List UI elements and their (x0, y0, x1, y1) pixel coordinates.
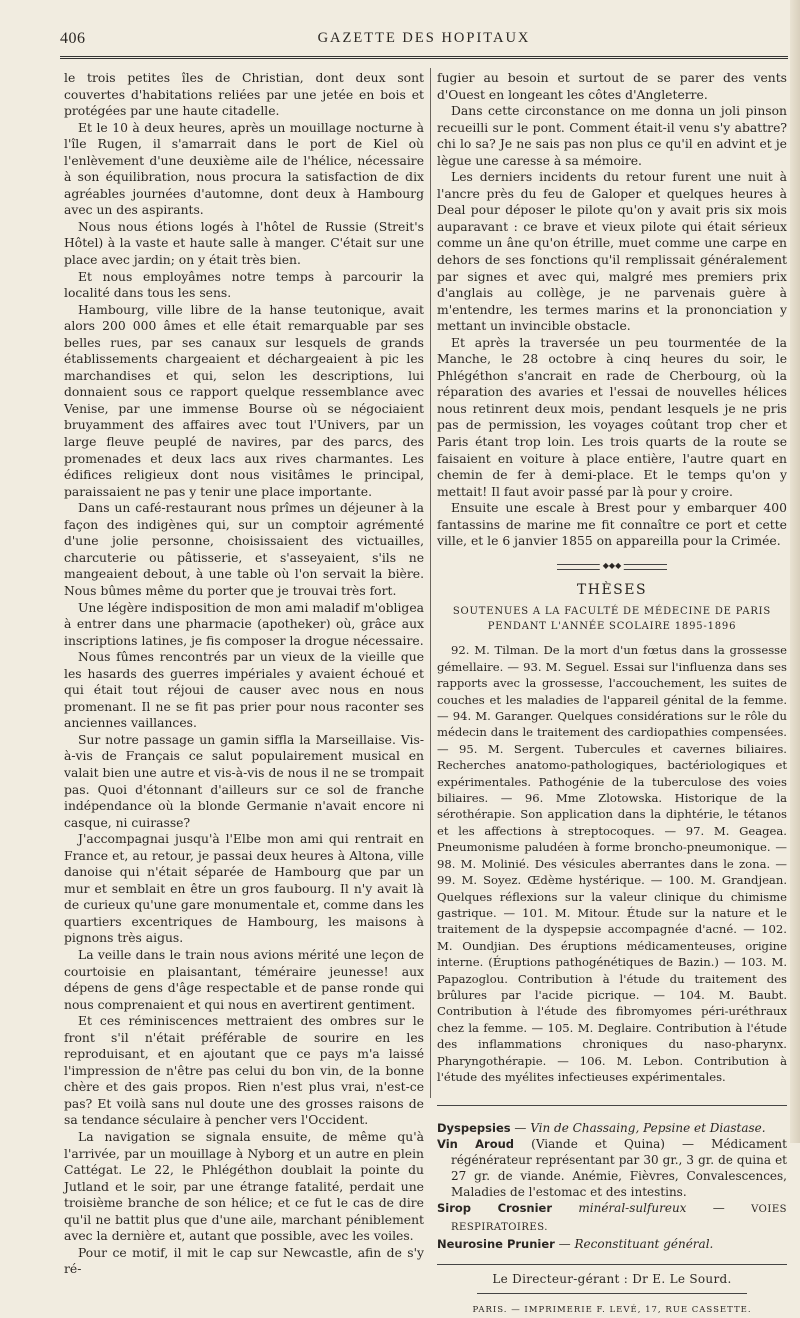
page-number: 406 (60, 30, 86, 47)
paragraph: Les derniers incidents du retour furent une nuit à l'ancre près du feu de Galoper et quelques heures à Deal pour déposer le pilote qu'on y avait pris six mois auparavant : ce brave et vieux pilote qui était sérieux comme un âne qu'on étrille, muet comme une carpe en dehors de ses fonctions qu'il remplissait généralement par signes et avec qui, malgré mes premiers prix d'anglais au collège, je ne parvenais guère à m'entendre, les termes marins et la prononciation y mettant un invincible obstacle. (437, 170, 787, 334)
paragraph: La veille dans le train nous avions mérité une leçon de courtoisie en plaisantant, téméraire jeunesse! aux dépens de gens d'âge respectable et de panse ronde qui nous comprenaient et qui nous en avertirent gentiment. (64, 947, 424, 1012)
ornament-glyph: ◆◆◆ (600, 561, 624, 571)
ad-brand: Sirop Crosnier (437, 1201, 553, 1216)
header-double-rule (60, 56, 788, 59)
paragraph: Pour ce motif, il mit le cap sur Newcastle, afin de s'y ré- (64, 1245, 424, 1277)
ad-brand: Dyspepsies (437, 1121, 511, 1136)
ad-text-smallcaps: VOIES RESPIRATOIRES. (451, 1204, 787, 1234)
theses-heading: THÈSES (576, 581, 648, 598)
paragraph: J'accompagnai jusqu'à l'Elbe mon ami qui rentrait en France et, au retour, je passai deux heures à Altona, ville danoise qui n'était séparée de Hambourg que par un mur et semblait en être un gros faubourg. Il n'y avait là de curieux qu'une gare monumentale et, comme dans les quartiers excentriques de Hambourg, les maisons à pignons très aigus. (64, 832, 424, 946)
page-header (60, 30, 788, 56)
paragraph: Sur notre passage un gamin siffla la Marseillaise. Vis-à-vis de Français ce salut populairement musical en valait bien une autre et vis-à-vis de nous il ne se trompait pas. Quoi d'étonnant d'ailleurs sur ce sol de franche indépendance où la blonde Germanie n'avait encore ni casque, ni cuirasse? (64, 732, 424, 830)
paragraph: Et le 10 à deux heures, après un mouillage nocturne à l'île Rugen, il s'amarrait dans le port de Kiel où l'enlèvement d'une deuxième aile de l'hélice, nécessaire à son équilibration, nous procura la satisfaction de dix agréables journées d'automne, dont deux à Hambourg avec un des aspirants. (64, 120, 424, 218)
paragraph: fugier au besoin et surtout de se parer des vents d'Ouest en longeant les côtes d'Angleterre. (437, 71, 787, 102)
paragraph: Hambourg, ville libre de la hanse teutonique, avait alors 200 000 âmes et elle était remarquable par ses belles rues, par ses canaux sur lesquels de grands établissements chargeaient et déchargeaient à pic les marchandises et qui, selon les descriptions, lui donnaient sous ce rapport quelque ressemblance avec Venise, par une immense Bourse où se négociaient bruyamment des affaires avec tout l'Univers, par un large fleuve peuplé de navires, par des parcs, des promenades et deux lacs aux rives charmantes. Les édifices religieux dont nous visitâmes le principal, paraissaient ne pas y tenir une place importante. (64, 302, 424, 499)
ad-line (437, 1120, 787, 1136)
paragraph: le trois petites îles de Christian, dont deux sont couvertes d'habitations reliées par une jetée en bois et protégées par une haute citadelle. (64, 71, 424, 119)
left-column (64, 70, 424, 1278)
paragraph: Dans un café-restaurant nous prîmes un déjeuner à la façon des indigènes qui, sur un comptoir agrémenté d'une jolie personne, choisissaient des victuailles, charcuterie ou pâtisserie, et s'asseyaient, s'ils ne mangeaient debout, à une table où l'on servait la bière. Nous bûmes même du porter que je trouvai très fort. (64, 501, 424, 598)
footer-rule (437, 1264, 787, 1265)
running-title: GAZETTE DES HOPITAUX (317, 30, 531, 46)
section-rule (437, 1105, 787, 1106)
theses-subtitle-2: PENDANT L'ANNÉE SCOLAIRE 1895-1896 (487, 621, 737, 633)
scan-edge (790, 0, 800, 1143)
ad-text: minéral-sulfureux — (552, 1201, 752, 1216)
paragraph: Nous fûmes rencontrés par un vieux de la vieille que les hasards des guerres impériales y avaient échoué et qui était tout réjoui de causer avec nous en nous promenant. Il ne se fit pas prier pour nous raconter ses anciennes vaillances. (64, 650, 424, 731)
paragraph: Et nous employâmes notre temps à parcourir la localité dans tous les sens. (64, 269, 424, 301)
footer-rule-short (477, 1293, 747, 1294)
paragraph: Et ces réminiscences mettraient des ombres sur le front s'il n'était préférable de sourire en les reproduisant, et en ajoutant que ce pays m'a laissé l'impression de n'être pas celui du bon vin, de la bonne chère et des gais propos. Rien n'est plus vrai, n'est-ce pas? Et voilà sans nul doute une des grosses raisons de sa tendance séculaire à pencher vers l'Occident. (64, 1014, 424, 1128)
column-divider (430, 68, 431, 1098)
advertisements (437, 1120, 787, 1252)
theses-subtitle-1: SOUTENUES A LA FACULTÉ DE MÉDECINE DE PARIS (452, 606, 772, 618)
ad-text: — Reconstituant général. (554, 1237, 714, 1252)
ad-line (437, 1236, 787, 1252)
ad-line (437, 1200, 787, 1236)
ad-line (437, 1136, 787, 1200)
theses-list: 92. M. Tilman. De la mort d'un fœtus dans la grossesse gémellaire. — 93. M. Seguel. Essai sur l'influenza dans ses rapports avec la grossesse, l'accouchement, les suites de couches et les maladies de l'appareil génital de la femme. — 94. M. Garanger. Quelques considérations sur le rôle du médecin dans le traitement des cardiopathies compensées. — 95. M. Sergent. Tubercules et cavernes biliaires. Recherches anatomo-pathologiques, bactériologiques et expérimentales. Pathogénie de la tuberculose des voies biliaires. — 96. Mme Zlotowska. Historique de la sérothérapie. Son application dans la diphtérie, le tétanos et les affections à streptocoques. — 97. M. Geagea. Pneumonisme paludéen à forme broncho-pneumonique. — 98. M. Molinié. Des vésicules aberrantes dans le zona. — 99. M. Soyez. Œdème hystérique. — 100. M. Grandjean. Quelques réflexions sur la valeur clinique du chimisme gastrique. — 101. M. Mitour. Étude sur la nature et le traitement de la dyspepsie accompagnée d'acné. — 102. M. Oundjian. Des éruptions médicamenteuses, origine interne. (Éruptions pathogénétiques de Bazin.) — 103. M. Papazoglou. Contribution à l'étude du traitement des brûlures par l'acide picrique. — 104. M. Baubt. Contribution à l'étude des fibromyomes péri-uréthraux chez la femme. — 105. M. Deglaire. Contribution à l'étude des inflammations chroniques du naso-pharynx. Pharyngothérapie. — 106. M. Lebon. Contribution à l'étude des myélites infectieuses expérimentales. (437, 643, 787, 1084)
paragraph: Et après la traversée un peu tourmentée de la Manche, le 28 octobre à cinq heures du soir, le Phlégéthon s'ancrait en rade de Cherbourg, où la réparation des avaries et l'essai de nouvelles hélices nous retinrent deux mois, pendant lesquels je ne pris pas de permission, les voyages coûtant trop cher et Paris étant trop loin. Les trois quarts de la route se faisaient en voiture à place entière, l'autre quart en chemin de fer à demi-place. Et le temps qu'on y mettait! Il faut avoir passé par là pour y croire. (437, 335, 787, 499)
ad-brand: Vin Aroud (437, 1137, 515, 1152)
paragraph: Nous nous étions logés à l'hôtel de Russie (Streit's Hôtel) à la vaste et haute salle à manger. C'était sur une place avec jardin; on y était très bien. (64, 219, 424, 268)
paragraph: Ensuite une escale à Brest pour y embarquer 400 fantassins de marine me fit connaître ce port et cette ville, et le 6 janvier 1855 on appareilla pour la Crimée. (437, 501, 787, 549)
director-line: Le Directeur-gérant : Dr E. Le Sourd. (492, 1272, 732, 1287)
ad-brand: Neurosine Prunier (437, 1237, 555, 1252)
right-column (437, 70, 787, 1318)
ad-text: (Viande et Quina) — Médicament régénérateur représentant par 30 gr., 3 gr. de quina et 27 gr. de viande. Anémie, Fièvres, Convalescences, Maladies de l'estomac et des intestins. (451, 1137, 787, 1200)
printer-imprint: PARIS. — IMPRIMERIE F. LEVÉ, 17, RUE CASSETTE. (472, 1304, 752, 1315)
ornamental-rule (557, 560, 667, 570)
paragraph: Une légère indisposition de mon ami maladif m'obligea à entrer dans une pharmacie (apotheker) où, grâce aux inscriptions latines, je fis composer la drogue nécessaire. (64, 600, 424, 648)
paragraph: Dans cette circonstance on me donna un joli pinson recueilli sur le pont. Comment était-il venu s'y abattre? chi lo sa? Je ne sais pas non plus ce qu'il en advint et je lègue une caresse à sa mémoire. (437, 104, 787, 168)
ad-text: — Vin de Chassaing, Pepsine et Diastase. (510, 1121, 766, 1136)
paragraph: La navigation se signala ensuite, de même qu'à l'arrivée, par un mouillage à Nyborg et un autre en plein Cattégat. Le 22, le Phlégéthon doublait la pointe du Jutland et le soir, par une étrange fatalité, perdait une troisième branche de son hélice; et ce fut le cas de dire qu'il ne battit plus que d'une aile, marchant péniblement avec la dernière et, autant que possible, avec les voiles. (64, 1130, 424, 1244)
